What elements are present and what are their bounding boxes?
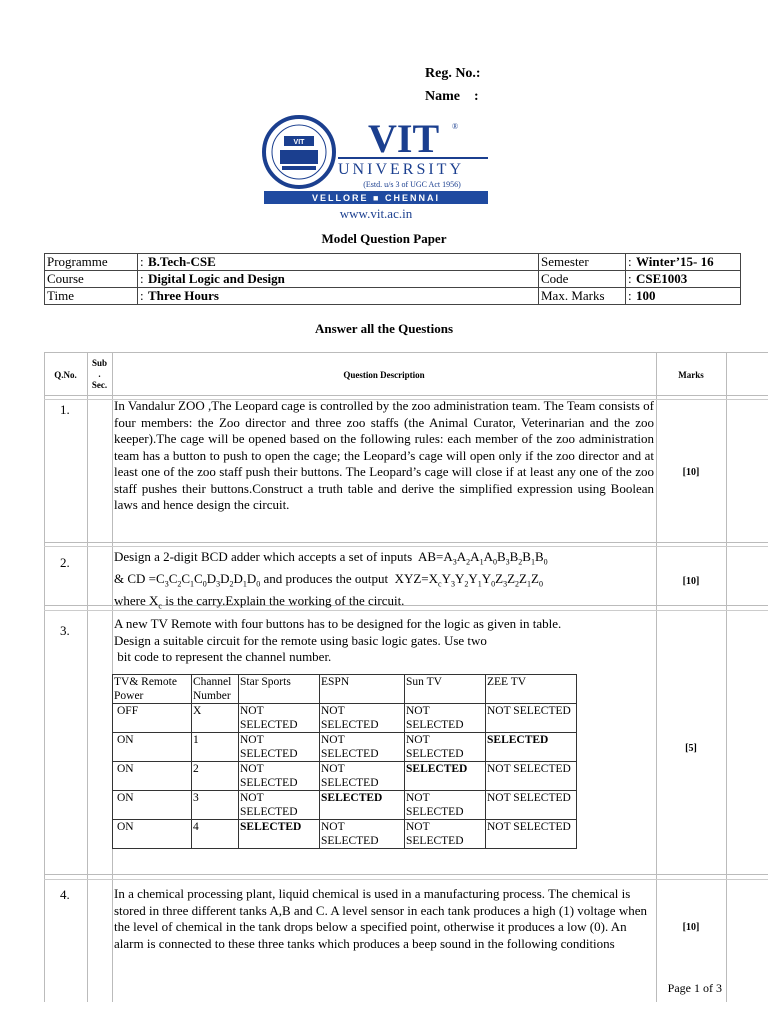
info-value: B.Tech-CSE [146, 254, 539, 271]
info-label: Code [539, 271, 626, 288]
svg-text:VIT: VIT [293, 139, 305, 146]
tv-cell: NOT SELECTED [486, 704, 577, 733]
info-value: CSE1003 [634, 271, 741, 288]
info-label: Course [45, 271, 138, 288]
tv-cell: NOT SELECTED [320, 820, 405, 849]
info-colon: : [138, 254, 147, 271]
header-subsec: Sub . Sec. [91, 358, 108, 390]
tv-cell: ON [113, 791, 192, 820]
header-marks: Marks [678, 370, 704, 380]
tv-cell: NOT SELECTED [486, 762, 577, 791]
questions-table [44, 352, 768, 1002]
tv-table-row [113, 733, 577, 762]
info-colon: : [626, 271, 635, 288]
tv-cell: NOT SELECTED [405, 704, 486, 733]
info-row [45, 271, 741, 288]
tv-cell: NOT SELECTED [486, 791, 577, 820]
info-colon: : [626, 288, 635, 305]
logo-university: UNIVERSITY [338, 161, 464, 178]
tv-cell: NOT SELECTED [405, 820, 486, 849]
tv-cell: NOT SELECTED [239, 733, 320, 762]
logo-reg: ® [452, 122, 459, 131]
question-number: 3. [60, 623, 70, 638]
info-value: 100 [634, 288, 741, 305]
info-label: Time [45, 288, 138, 305]
tv-table-row [113, 704, 577, 733]
logo-graphic [262, 112, 492, 222]
tv-table-header-row [113, 675, 577, 704]
tv-table-row [113, 762, 577, 791]
tv-table-row [113, 791, 577, 820]
question-marks: [10] [682, 922, 700, 933]
tv-table-header: Sun TV [405, 675, 486, 704]
logo-estd: (Estd. u/s 3 of UGC Act 1956) [363, 180, 461, 189]
question-marks: [10] [682, 576, 700, 587]
info-row [45, 254, 741, 271]
question-marks: [10] [682, 467, 700, 478]
info-row [45, 288, 741, 305]
tv-cell: NOT SELECTED [239, 704, 320, 733]
tv-table-header: TV& Remote Power [113, 675, 192, 704]
question-text: In Vandalur ZOO ,The Leopard cage is controlled by the zoo administration team. The Team consists of four members: the Zoo director and three zoo staffs (the Animal Curator, Veterinarian and the zoo keeper).The cage will be opened based on the following rules: each member of the zoo administration team has a button to push to open the cage; the Leopard’s cage will open only if the zoo director and at least one of the zoo staff push their buttons. The Leopard’s cage will close if at least any one of the zoo staff pushes their buttons.Construct a truth table and derive the simplified expression using Boolean laws and hence design the circuit. [114, 398, 654, 512]
header-qno: Q.No. [54, 370, 77, 380]
info-label: Semester [539, 254, 626, 271]
tv-cell-selected: SELECTED [486, 733, 577, 762]
tv-cell: NOT SELECTED [405, 791, 486, 820]
question-marks: [5] [685, 743, 697, 754]
page-title: Model Question Paper [321, 231, 447, 246]
info-colon: : [138, 288, 147, 305]
question-text: In a chemical processing plant, liquid chemical is used in a manufacturing process. The chemical is stored in three different tanks A,B and C. A level sensor in each tank produces a high (1) voltage when the level of chemical in the tank drops below a specified point, otherwise it produces a low (0). An alarm is connected to these three tanks which produces a beep sound in the following conditions [114, 886, 647, 951]
info-value: Winter’15- 16 [634, 254, 741, 271]
info-value: Three Hours [146, 288, 539, 305]
tv-cell: 1 [192, 733, 239, 762]
question-text: A new TV Remote with four buttons has to be designed for the logic as given in table. Design a suitable circuit for the remote using basic logic gates. Use two bit code to represent the channel number. [114, 616, 562, 664]
instruction: Answer all the Questions [314, 321, 454, 336]
tv-table-header: Star Sports [239, 675, 320, 704]
page-number: Page 1 of 3 [667, 981, 722, 995]
vit-university-logo [262, 112, 492, 222]
question-text: Design a 2-digit BCD adder which accepts a set of inputs $AB=A_3A_2A_1A_0B_3B_2B_1B_0$ & CD $=C_3C_2C_1C_0D_3D_2D_1D_0$ and produces the output $XYZ=X_cY_3Y_2Y_1Y_0Z_3Z_2Z_1Z_0$ where $X_c$ is the carry.Explain the working of the circuit. [114, 549, 548, 611]
tv-cell: 4 [192, 820, 239, 849]
tv-cell: NOT SELECTED [239, 791, 320, 820]
tv-cell: NOT SELECTED [320, 762, 405, 791]
tv-table-header: ZEE TV [486, 675, 577, 704]
tv-cell: 3 [192, 791, 239, 820]
tv-cell: 2 [192, 762, 239, 791]
question-number: 1. [60, 402, 70, 417]
tv-table-header: Channel Number [192, 675, 239, 704]
info-colon: : [626, 254, 635, 271]
tv-table-header: ESPN [320, 675, 405, 704]
info-value: Digital Logic and Design [146, 271, 539, 288]
tv-table-row [113, 820, 577, 849]
tv-cell: NOT SELECTED [320, 704, 405, 733]
logo-campus: VELLORE ■ CHENNAI [312, 193, 440, 203]
info-label: Max. Marks [539, 288, 626, 305]
question-number: 4. [60, 887, 70, 902]
tv-cell: NOT SELECTED [405, 733, 486, 762]
info-label: Programme [45, 254, 138, 271]
header-description: Question Description [343, 370, 425, 380]
tv-cell: X [192, 704, 239, 733]
question-number: 2. [60, 555, 70, 570]
tv-cell: ON [113, 820, 192, 849]
tv-cell: OFF [113, 704, 192, 733]
tv-cell-selected: SELECTED [405, 762, 486, 791]
logo-website: www.vit.ac.in [339, 206, 413, 221]
info-colon: : [138, 271, 147, 288]
tv-cell-selected: SELECTED [239, 820, 320, 849]
tv-cell: ON [113, 762, 192, 791]
name-label: Name : [425, 89, 479, 104]
tv-cell: NOT SELECTED [239, 762, 320, 791]
tv-cell: NOT SELECTED [320, 733, 405, 762]
tv-cell: ON [113, 733, 192, 762]
tv-cell: NOT SELECTED [486, 820, 577, 849]
course-info-table [44, 253, 741, 305]
tv-cell-selected: SELECTED [320, 791, 405, 820]
tv-remote-table [112, 674, 577, 849]
reg-no-label: Reg. No.: [425, 66, 481, 81]
logo-brand: VIT [368, 116, 440, 161]
